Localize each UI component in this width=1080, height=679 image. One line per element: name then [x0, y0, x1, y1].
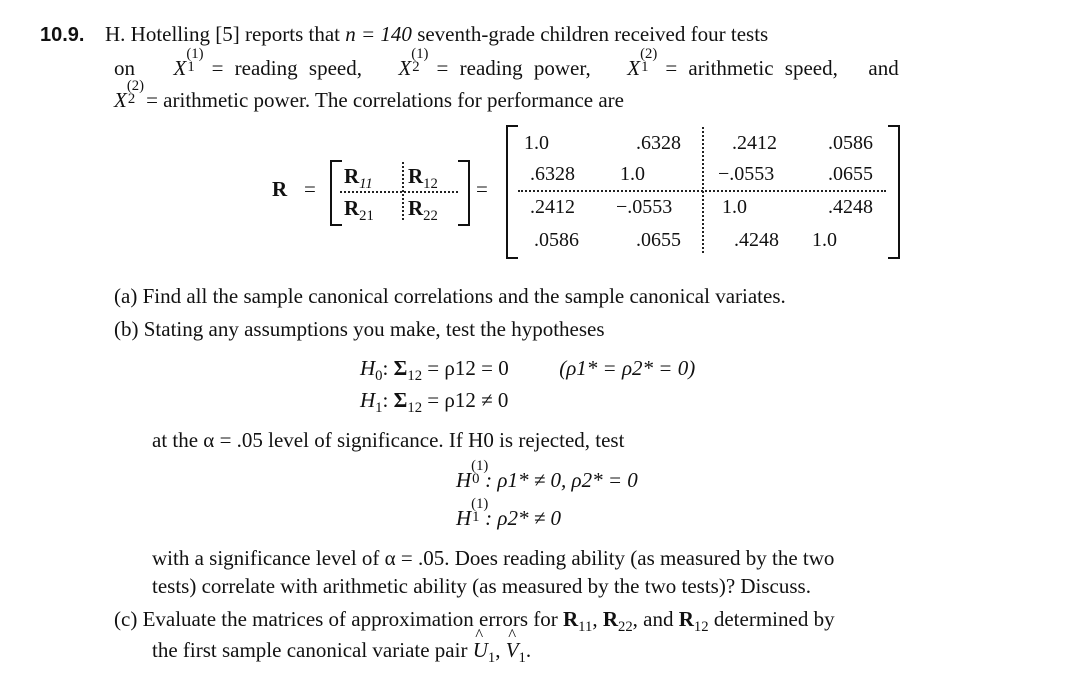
- on-word: on: [114, 56, 135, 80]
- and-word: and: [868, 56, 899, 80]
- h0-rest: = ρ12 = 0: [427, 356, 509, 380]
- matrix-cell: 1.0: [722, 196, 747, 218]
- tests-line: tests) correlate with arithmetic ability (as measured by the two tests)? Discuss.: [152, 574, 811, 598]
- var4-label: = arithmetic power. The correlations for performance are: [146, 88, 624, 112]
- h0-1-rest: : ρ1* ≠ 0, ρ2* = 0: [485, 468, 638, 492]
- part-b-text: Stating any assumptions you make, test the hypotheses: [143, 317, 605, 341]
- problem-line-1: [40, 22, 768, 47]
- matrix-right-bracket: [888, 125, 900, 259]
- matrix-r-label: R: [272, 177, 288, 201]
- part-b: [114, 317, 605, 341]
- part-c-text1-rest: determined by: [713, 607, 835, 631]
- var3-label: = arithmetic speed,: [665, 56, 838, 80]
- block-r12: $R_{12}$: [408, 164, 438, 193]
- matrix-cell: 1.0: [812, 229, 837, 251]
- hypothesis-h0: $H_0$: $\Sigma_{12} = \rho 12 = 0$ (ρ1* = ρ2* = 0): [360, 356, 696, 385]
- part-c-text2: the first sample canonical variate pair: [152, 638, 468, 662]
- block-left-bracket: [330, 160, 342, 226]
- matrix-cell: .6328: [636, 132, 681, 154]
- h1-1-rest: : ρ2* ≠ 0: [485, 506, 562, 530]
- with-line: with a significance level of α = .05. Does reading ability (as measured by the two: [152, 546, 835, 570]
- part-c: (c) Evaluate the matrices of approximation errors for $R_{11}$, $R_{22}$, and $R_{12}$ determined by: [114, 607, 835, 636]
- matrix-cell: .4248: [828, 196, 873, 218]
- part-c-line2: the first sample canonical variate pair ^ $U_1$, ^ $V_1$.: [152, 638, 531, 667]
- h0-paren: (ρ1* = ρ2* = 0): [559, 356, 696, 380]
- part-b-label: (b): [114, 317, 139, 341]
- matrix-cell: 1.0: [524, 132, 549, 154]
- problem-line-3: X (2) 2 = arithmetic power. The correlations for performance are: [114, 77, 624, 112]
- matrix-cell: 1.0: [620, 163, 645, 185]
- matrix-cell: −.0553: [616, 196, 673, 218]
- matrix-cell: .6328: [530, 163, 575, 185]
- var2-label: = reading power,: [436, 56, 591, 80]
- block-r21: $R_{21}$: [344, 196, 374, 225]
- hypothesis-h1-1: H (1) 1 : ρ2* ≠ 0: [456, 495, 562, 530]
- matrix-cell: .0586: [828, 132, 873, 154]
- problem-number: 10.9.: [40, 24, 85, 46]
- part-a: [114, 284, 786, 308]
- matrix-cell: .2412: [732, 132, 777, 154]
- intro-text: H. Hotelling [5] reports that: [104, 22, 341, 46]
- sample-size: n = 140: [345, 22, 412, 46]
- var1-label: = reading speed,: [211, 56, 362, 80]
- block-r11: $R_{11}$: [344, 164, 373, 193]
- part-c-text1: Evaluate the matrices of approximation errors for: [142, 607, 558, 631]
- part-a-text: Find all the sample canonical correlations and the sample canonical variates.: [142, 284, 786, 308]
- block-right-bracket: [458, 160, 470, 226]
- matrix-cell: −.0553: [718, 163, 775, 185]
- hypothesis-h0-1: H (1) 0 : ρ1* ≠ 0, ρ2* = 0: [456, 457, 638, 492]
- matrix-cell: .2412: [530, 196, 575, 218]
- matrix-cell: .0655: [828, 163, 873, 185]
- intro-text-rest: seventh-grade children received four tests: [417, 22, 769, 46]
- problem-line-2: on X (1) 1 = reading speed, X (1) 2 = reading power, X (2) 1 = arithmetic speed, and: [114, 45, 899, 80]
- block-r22: $R_{22}$: [408, 196, 438, 225]
- matrix-cell: .0655: [636, 229, 681, 251]
- hypothesis-h1: $H_1$: $\Sigma_{12} = \rho 12 \ne 0$: [360, 388, 509, 417]
- matrix-eq-2: =: [476, 177, 488, 201]
- matrix-horizontal-divider: [518, 190, 886, 192]
- matrix-cell: .0586: [534, 229, 579, 251]
- alpha-line: at the α = .05 level of significance. If H0 is rejected, test: [152, 428, 625, 452]
- matrix-left-bracket: [506, 125, 518, 259]
- part-a-label: (a): [114, 284, 138, 308]
- h1-rest: = ρ12 ≠ 0: [427, 388, 509, 412]
- matrix-eq-1: =: [304, 177, 316, 201]
- part-c-label: (c): [114, 607, 138, 631]
- matrix-cell: .4248: [734, 229, 779, 251]
